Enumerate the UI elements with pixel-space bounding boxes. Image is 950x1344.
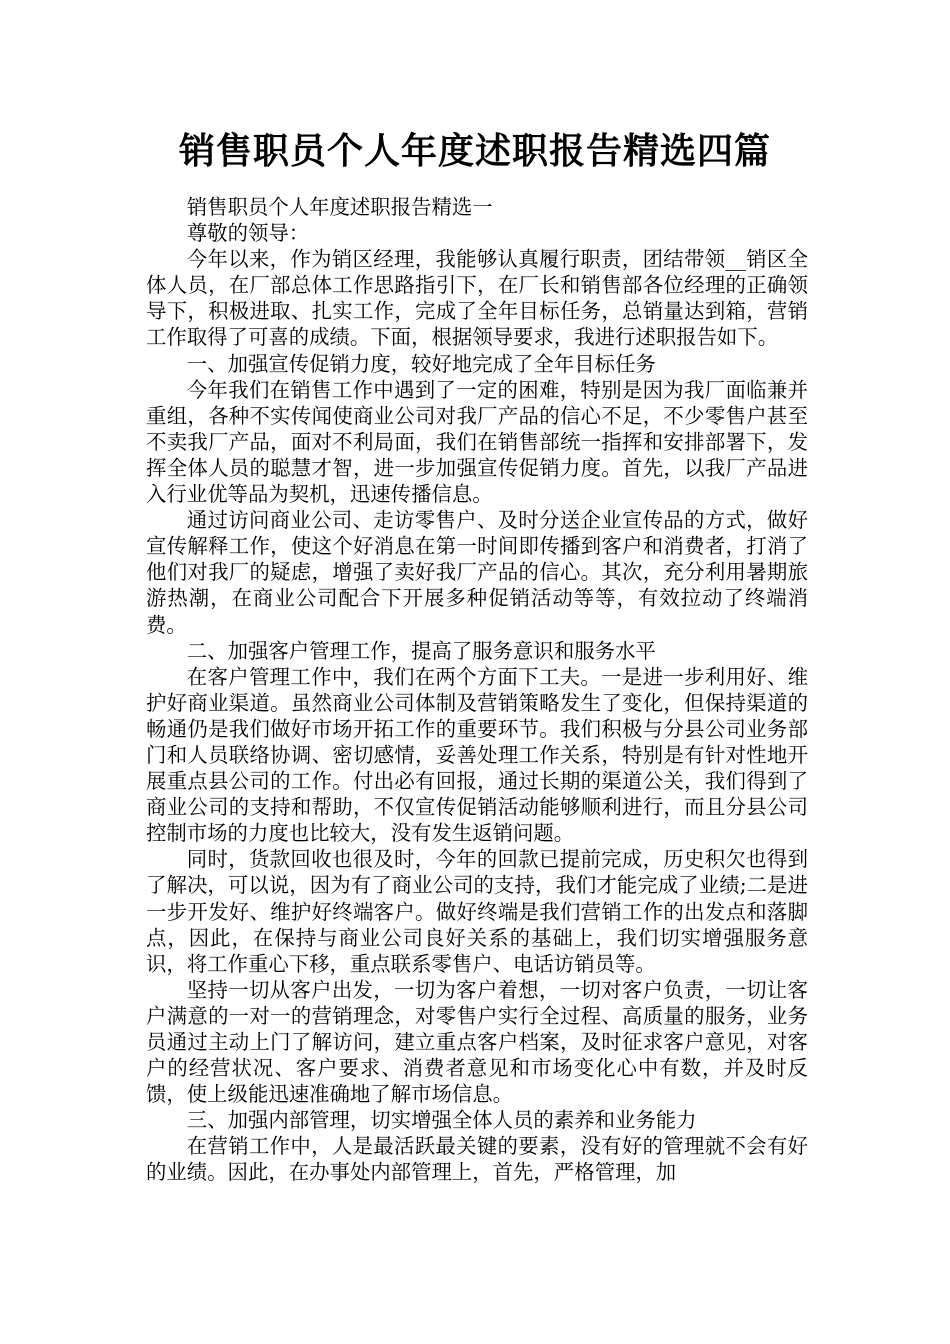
section-heading-report-one: 销售职员个人年度述职报告精选一 [186,195,493,219]
paragraph: 坚持一切从客户出发，一切为客户着想，一切对客户负责，一切让客户满意的一对一的营销理念，对零售户实行全过程、高质量的服务，业务员通过主动上门了解访问，建立重点客户档案，及时征求客户意见，对客户的经营状况、客户要求、消费者意见和市场变化心中有数，并及时反馈，使上级能迅速准确地了解市场信息。 [146,977,808,1107]
paragraph: 在客户管理工作中，我们在两个方面下工夫。一是进一步利用好、维护好商业渠道。虽然商业公司体制及营销策略发生了变化，但保持渠道的畅通仍是我们做好市场开拓工作的重要环节。我们积极与分县公司业务部门和人员联络协调、密切感情，妥善处理工作关系，特别是有针对性地开展重点县公司的工作。付出必有回报，通过长期的渠道公关，我们得到了商业公司的支持和帮助，不仅宣传促销活动能够顺利进行，而且分县公司控制市场的力度也比较大，没有发生返销问题。 [146,664,808,846]
paragraph: 通过访问商业公司、走访零售户、及时分送企业宣传品的方式，做好宣传解释工作，使这个好消息在第一时间即传播到客户和消费者，打消了他们对我厂的疑虑，增强了卖好我厂产品的信心。其次，充分利用暑期旅游热潮，在商业公司配合下开展多种促销活动等等，有效拉动了终端消费。 [146,508,808,637]
document-title: 销售职员个人年度述职报告精选四篇 [178,131,771,172]
section-heading-2: 二、加强客户管理工作，提高了服务意识和服务水平 [186,638,656,663]
paragraph-intro: 今年以来，作为销区经理，我能够认真履行职责，团结带领__销区全体人员，在厂部总体工作思路指引下，在厂长和销售部各位经理的正确领导下，积极进取、扎实工作，完成了全年目标任务，总销量达到箱，营销工作取得了可喜的成绩。下面，根据领导要求，我进行述职报告如下。 [146,247,808,350]
paragraph: 今年我们在销售工作中遇到了一定的困难，特别是因为我厂面临兼并重组，各种不实传闻使商业公司对我厂产品的信心不足，不少零售户甚至不卖我厂产品，面对不利局面，我们在销售部统一指挥和安排部署下，发挥全体人员的聪慧才智，进一步加强宣传促销力度。首先，以我厂产品进入行业优等品为契机，迅速传播信息。 [146,377,808,507]
paragraph: 在营销工作中，人是最活跃最关键的要素，没有好的管理就不会有好的业绩。因此，在办事处内部管理上，首先，严格管理，加 [146,1134,808,1185]
paragraph: 同时，货款回收也很及时，今年的回款已提前完成，历史积欠也得到了解决，可以说，因为有了商业公司的支持，我们才能完成了业绩;二是进一步开发好、维护好终端客户。做好终端是我们营销工作的出发点和落脚点，因此，在保持与商业公司良好关系的基础上，我们切实增强服务意识，将工作重心下移，重点联系零售户、电话访销员等。 [146,847,808,976]
section-heading-3: 三、加强内部管理，切实增强全体人员的素养和业务能力 [186,1108,697,1133]
section-heading-1: 一、加强宣传促销力度，较好地完成了全年目标任务 [186,351,656,376]
salutation: 尊敬的领导： [186,221,310,246]
document-body [146,194,808,1186]
